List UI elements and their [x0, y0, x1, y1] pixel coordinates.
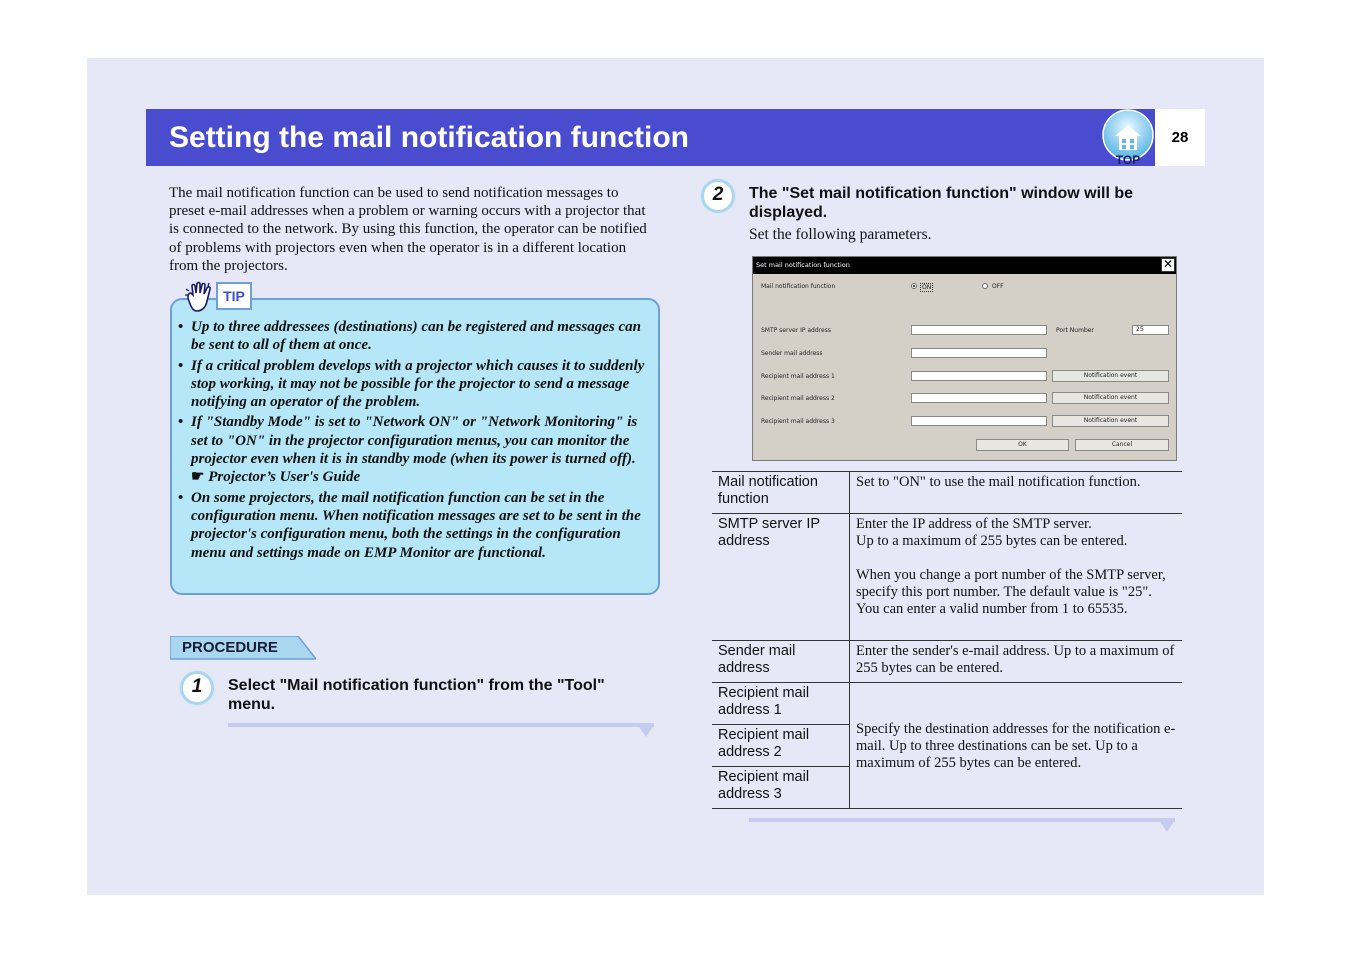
- param-name: Recipient mail address 2: [712, 725, 850, 767]
- step-number-badge: [180, 671, 214, 705]
- tip-label: TIP: [216, 282, 252, 310]
- smtp-input[interactable]: [911, 325, 1047, 335]
- step-number: 1: [191, 676, 203, 697]
- table-row: [712, 683, 1182, 725]
- reference-icon: ☛: [191, 469, 205, 486]
- param-description: Set to "ON" to use the mail notification function.: [850, 472, 1183, 514]
- on-radio[interactable]: [911, 283, 917, 289]
- tip-item-text: If "Standby Mode" is set to "Network ON" or "Network Monitoring" is set to "ON" in the projector configuration menus, you can monitor the projector even when it is in standby mode (when its power is turned off).: [191, 414, 638, 468]
- mail-function-label: Mail notification function: [761, 283, 836, 290]
- param-name: SMTP server IP address: [712, 514, 850, 641]
- home-icon: [1101, 108, 1155, 166]
- step-heading: Select "Mail notification function" from the "Tool" menu.: [228, 677, 605, 713]
- top-label: TOP: [1115, 153, 1141, 166]
- mail-notification-dialog: [752, 256, 1177, 461]
- port-label: Port Number: [1056, 327, 1094, 334]
- table-row: [712, 472, 1182, 514]
- tip-item: • If a critical problem develops with a projector which causes it to suddenly stop working, it may not be possible for the projector to send a message notifying an operator of the problem.: [178, 357, 648, 412]
- dialog-title: Set mail notification function: [756, 261, 850, 269]
- step-subtext: Set the following parameters.: [749, 226, 932, 243]
- parameters-table: [712, 471, 1182, 809]
- recipient3-label: Recipient mail address 3: [761, 418, 835, 425]
- arrow-down-icon: [638, 725, 654, 737]
- notification-event-button-3[interactable]: Notification event: [1052, 415, 1169, 427]
- step-number: 2: [712, 184, 724, 205]
- param-name: Mail notification function: [712, 472, 850, 514]
- recipient2-input[interactable]: [911, 393, 1047, 403]
- smtp-label: SMTP server IP address: [761, 327, 831, 334]
- param-description-line: When you change a port number of the SMTP server, specify this port number. The default value is "25".: [856, 567, 1166, 600]
- page-title: Setting the mail notification function: [169, 121, 689, 154]
- recipient3-input[interactable]: [911, 416, 1047, 426]
- param-description-line: You can enter a valid number from 1 to 65535.: [856, 601, 1128, 617]
- step-number-badge: [701, 179, 735, 213]
- cancel-button[interactable]: Cancel: [1075, 439, 1169, 451]
- recipient1-input[interactable]: [911, 371, 1047, 381]
- sender-input[interactable]: [911, 348, 1047, 358]
- tip-item: [178, 413, 648, 486]
- step-heading: The "Set mail notification function" window will be displayed.: [749, 185, 1134, 221]
- arrow-down-icon: [1159, 820, 1175, 832]
- page-number-box: [1155, 109, 1205, 166]
- table-row: [712, 514, 1182, 641]
- param-name: Sender mail address: [712, 641, 850, 683]
- param-description: [850, 514, 1183, 641]
- ok-button[interactable]: OK: [976, 439, 1069, 451]
- table-row: [712, 641, 1182, 683]
- param-name: Recipient mail address 3: [712, 767, 850, 809]
- off-radio[interactable]: [982, 283, 988, 289]
- page-number: 28: [1171, 129, 1189, 146]
- param-description-line: Up to a maximum of 255 bytes can be entered.: [856, 533, 1128, 549]
- param-name: Recipient mail address 1: [712, 683, 850, 725]
- notification-event-button-2[interactable]: Notification event: [1052, 392, 1169, 404]
- off-label: OFF: [992, 283, 1004, 290]
- close-icon[interactable]: ✕: [1162, 257, 1174, 271]
- title-bar: [146, 109, 1155, 166]
- tip-item: • Up to three addressees (destinations) can be registered and messages can be sent to all of them at once.: [178, 318, 648, 355]
- pointing-hand-icon: [183, 281, 215, 315]
- tip-item: • On some projectors, the mail notification function can be set in the configuration menu. When notification messages are set to be sent in the projector's configuration menu, both the settings in the configuration menu and settings made on EMP Monitor are functional.: [178, 489, 648, 562]
- port-input[interactable]: 25: [1132, 325, 1169, 335]
- top-button[interactable]: [1101, 108, 1155, 166]
- param-description: Enter the sender's e-mail address. Up to a maximum of 255 bytes can be entered.: [850, 641, 1183, 683]
- on-label: ON: [922, 284, 932, 291]
- intro-paragraph: The mail notification function can be used to send notification messages to preset e-mail addresses when a problem or warning occurs with a projector that is connected to the network. By using this function, the operator can be notified of problems with projectors even when the operator is in a different location from the projectors.: [169, 185, 647, 274]
- param-description-line: Enter the IP address of the SMTP server.: [856, 516, 1092, 532]
- step-divider: [749, 818, 1175, 822]
- notification-event-button-1[interactable]: Notification event: [1052, 370, 1169, 382]
- dialog-title-bar: [753, 257, 1176, 274]
- reference-link[interactable]: Projector’s User's Guide: [208, 469, 361, 486]
- tip-list: [178, 318, 648, 564]
- recipient2-label: Recipient mail address 2: [761, 395, 835, 402]
- procedure-label: PROCEDURE: [182, 639, 278, 656]
- step-divider: [228, 723, 654, 727]
- sender-label: Sender mail address: [761, 350, 823, 357]
- param-description: Specify the destination addresses for the notification e-mail. Up to three destinations can be set. Up to a maximum of 255 bytes can be entered.: [850, 683, 1183, 809]
- recipient1-label: Recipient mail address 1: [761, 373, 835, 380]
